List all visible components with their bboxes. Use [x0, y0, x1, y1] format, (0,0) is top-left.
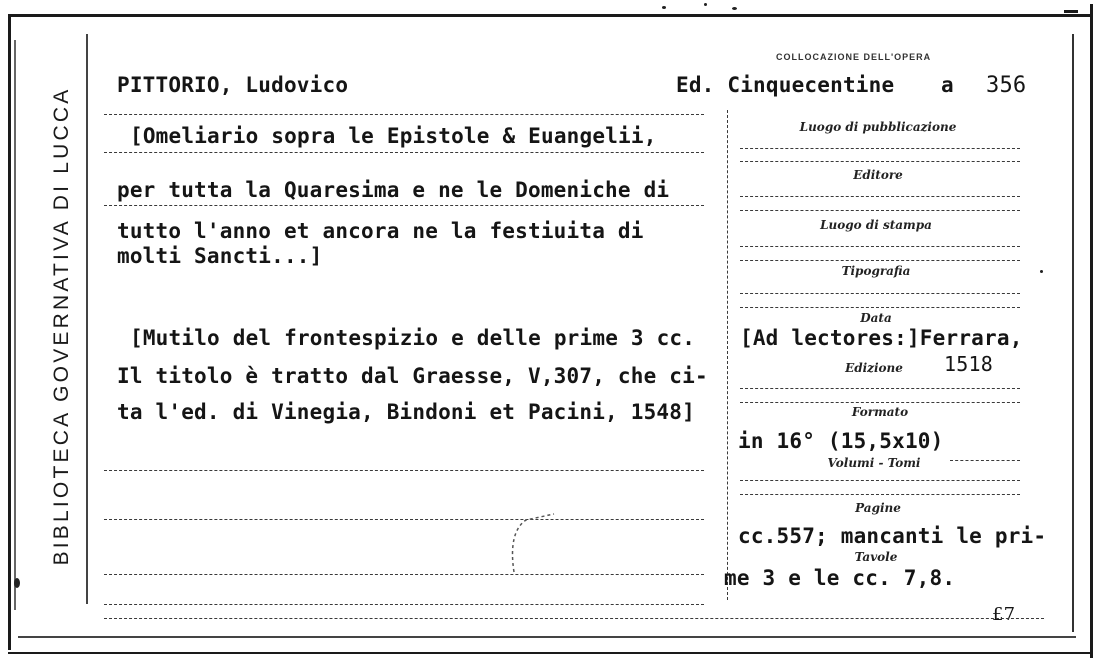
- scan-speck: [14, 578, 20, 588]
- pages-value-line2: me 3 e le cc. 7,8.: [724, 566, 956, 590]
- inner-left-rule: [86, 34, 88, 604]
- note-line: ta l'ed. di Vinegia, Bindoni et Pacini, 1548]: [117, 400, 695, 424]
- text-rule: [104, 618, 1044, 619]
- text-rule: [104, 574, 704, 575]
- author-name: PITTORIO, Ludovico: [117, 73, 349, 97]
- field-rule: [740, 196, 1020, 197]
- label-publisher: Editore: [853, 168, 903, 182]
- shelfmark-number: 356: [986, 73, 1027, 98]
- label-plates: Tavole: [854, 550, 898, 564]
- note-line: [Mutilo del frontespizio e delle prime 3 cc.: [130, 326, 696, 350]
- label-format: Formato: [851, 405, 909, 419]
- date-value: [Ad lectores:]Ferrara,: [740, 326, 1023, 350]
- collocation-heading: COLLOCAZIONE DELL'OPERA: [776, 52, 932, 62]
- shelfmark-letter: a: [941, 73, 954, 97]
- left-border: [8, 14, 11, 650]
- top-border: [8, 14, 1093, 17]
- label-volumes: Volumi - Tomi: [827, 456, 921, 470]
- label-place-of-printing: Luogo di stampa: [820, 218, 932, 232]
- inner-bottom-border: [18, 636, 1076, 638]
- text-rule: [104, 152, 704, 153]
- title-line: tutto l'anno et ancora ne la festiuita di: [117, 219, 644, 243]
- field-rule: [740, 260, 1020, 261]
- collection-name: Ed. Cinquecentine: [676, 73, 895, 97]
- left-edge-shadow: [14, 40, 16, 610]
- library-name: BIBLIOTECA GOVERNATIVA DI LUCCA: [50, 86, 73, 566]
- label-edition: Edizione: [845, 361, 903, 375]
- field-rule: [740, 293, 1020, 294]
- scan-speck: [732, 7, 737, 10]
- top-right-notch: [1064, 10, 1078, 13]
- title-line: molti Sancti...]: [117, 244, 323, 268]
- handwritten-mark: £7: [992, 604, 1016, 625]
- scan-speck: [1040, 270, 1043, 273]
- field-rule: [740, 494, 1020, 495]
- field-rule: [740, 402, 1020, 403]
- scan-speck: [662, 6, 666, 9]
- field-rule: [950, 460, 1020, 461]
- field-rule: [740, 148, 1020, 149]
- title-line: per tutta la Quaresima e ne le Domeniche di: [117, 178, 670, 202]
- field-rule: [740, 161, 1020, 162]
- label-printer: Tipografia: [841, 264, 911, 278]
- edition-year: 1518: [944, 352, 993, 376]
- note-line: Il titolo è tratto dal Graesse, V,307, che ci-: [117, 364, 708, 388]
- inner-right-rule: [1072, 34, 1074, 632]
- right-border: [1090, 4, 1093, 658]
- scan-speck: [704, 3, 707, 6]
- pages-value-line1: cc.557; mancanti le pri-: [738, 524, 1047, 548]
- field-rule: [740, 210, 1020, 211]
- field-rule: [740, 388, 1020, 389]
- title-line: [Omeliario sopra le Epistole & Euangelii,: [130, 124, 657, 148]
- column-divider: [727, 110, 728, 600]
- label-date: Data: [860, 311, 892, 325]
- label-pages: Pagine: [855, 501, 901, 515]
- text-rule: [104, 470, 704, 471]
- field-rule: [740, 246, 1020, 247]
- label-place-of-publication: Luogo di pubblicazione: [799, 120, 957, 134]
- field-rule: [740, 307, 1020, 308]
- text-rule: [104, 205, 704, 206]
- text-rule: [104, 519, 704, 520]
- text-rule: [104, 604, 704, 605]
- format-value: in 16° (15,5x10): [738, 429, 944, 453]
- bottom-border: [8, 652, 1092, 654]
- field-rule: [740, 480, 1020, 481]
- fold-mark: [496, 506, 566, 576]
- text-rule: [104, 114, 704, 115]
